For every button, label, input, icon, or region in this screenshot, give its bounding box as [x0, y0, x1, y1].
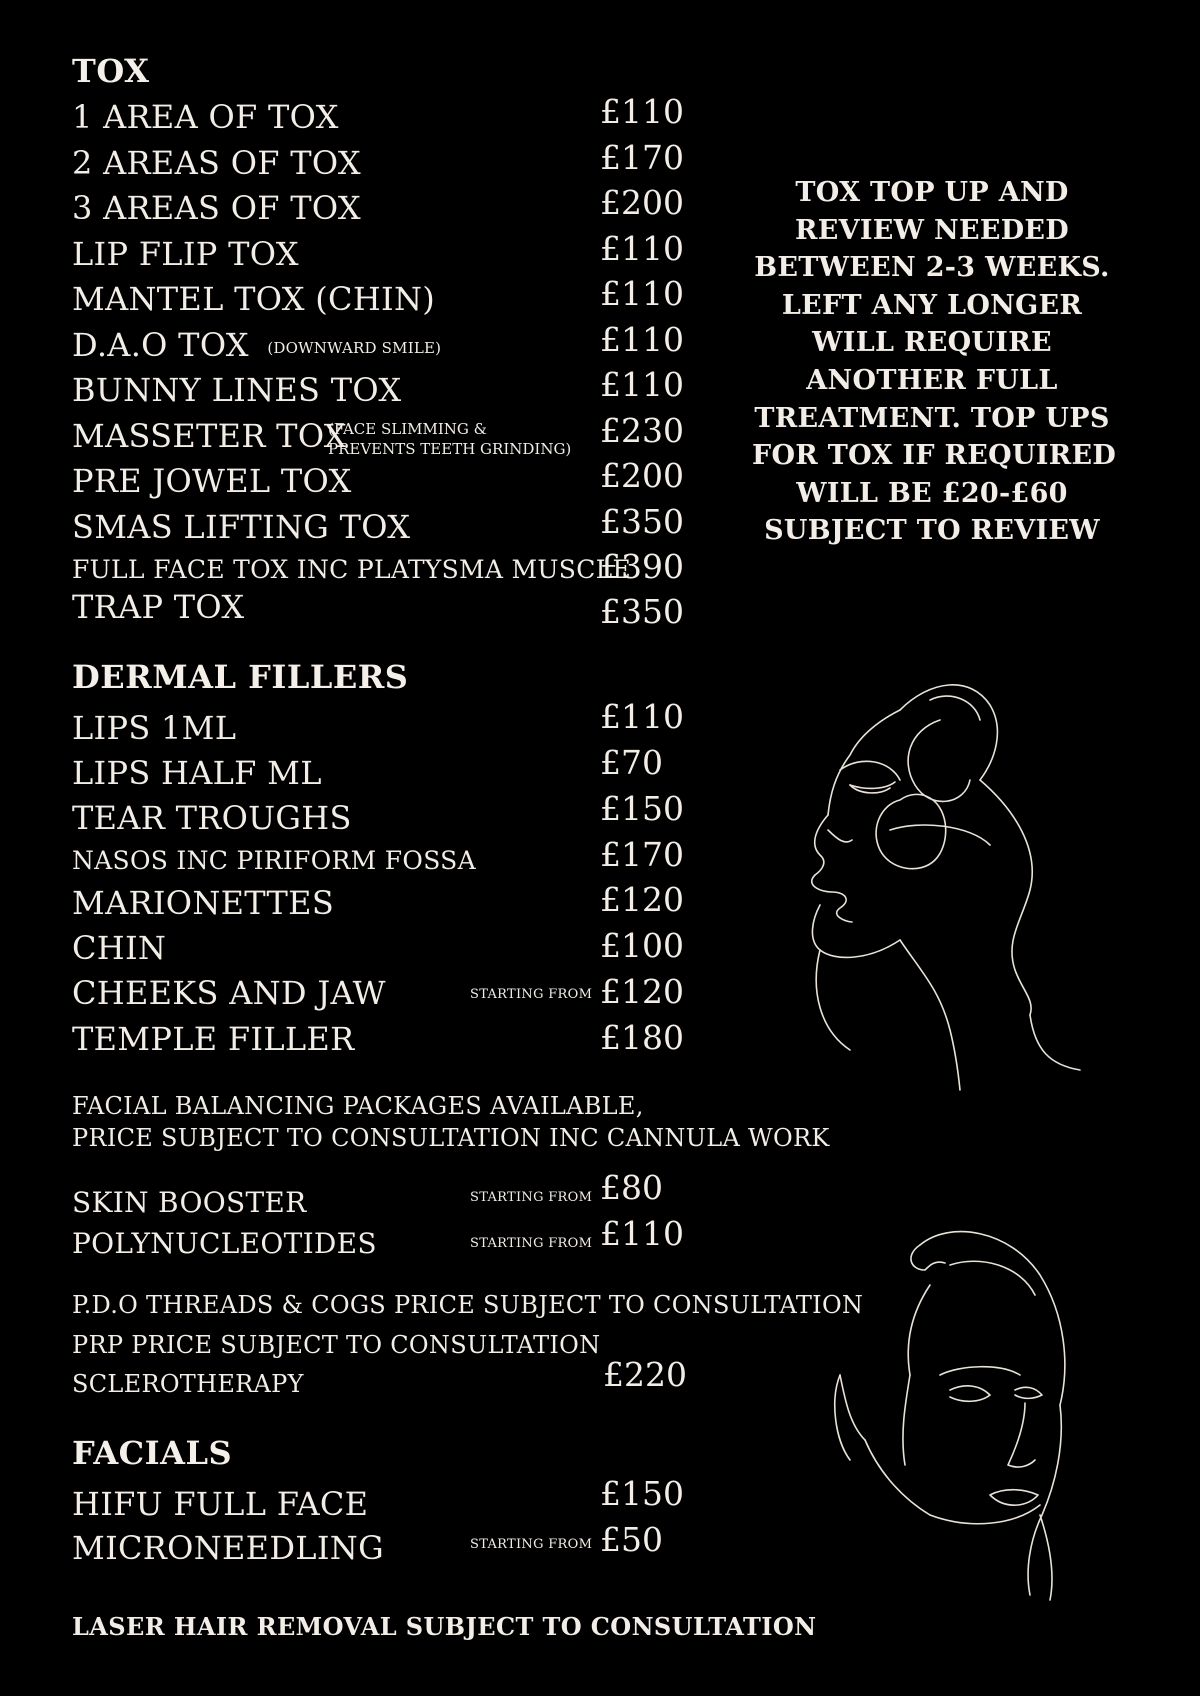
menu-item-name: TEAR TROUGHS	[72, 799, 352, 837]
fillers-heading: DERMAL FILLERS	[72, 658, 409, 696]
menu-item-price: £390	[600, 547, 684, 586]
tox-heading: TOX	[72, 52, 150, 90]
menu-item-name: POLYNUCLEOTIDES	[72, 1227, 377, 1260]
facial-balancing-note	[72, 1090, 830, 1154]
note-line: TOX TOP UP AND	[795, 177, 1069, 208]
menu-item-price: £200	[600, 183, 684, 222]
menu-item-price: £120	[600, 972, 684, 1011]
menu-item-note-line: PREVENTS TEETH GRINDING)	[328, 440, 572, 458]
note-line: TREATMENT. TOP UPS	[754, 402, 1110, 434]
menu-item-price: £50	[600, 1520, 663, 1559]
menu-item-name: LIPS HALF ML	[72, 754, 322, 792]
menu-item-name: SKIN BOOSTER	[72, 1186, 307, 1219]
menu-item-price: £350	[600, 592, 684, 631]
note-line: FACIAL BALANCING PACKAGES AVAILABLE,	[72, 1092, 644, 1120]
menu-item-price: £110	[600, 229, 684, 268]
menu-item-note-line: (FACE SLIMMING &	[328, 420, 488, 438]
menu-item-name: 1 AREA OF TOX	[72, 98, 339, 136]
menu-item-price: £70	[600, 743, 663, 782]
menu-item-price: £230	[600, 411, 684, 450]
note-line: ANOTHER FULL	[806, 364, 1058, 396]
menu-item-name: 2 AREAS OF TOX	[72, 144, 361, 182]
menu-item-name: TRAP TOX	[72, 588, 245, 626]
menu-item-price: £110	[600, 365, 684, 404]
menu-item-price: £220	[603, 1355, 687, 1394]
menu-item-name	[72, 326, 441, 364]
menu-item-price: £80	[600, 1168, 663, 1207]
menu-item-name: 3 AREAS OF TOX	[72, 189, 361, 227]
menu-item-price: £170	[600, 835, 684, 874]
menu-item-price: £110	[600, 92, 684, 131]
face-line-art-illustration	[810, 1225, 1100, 1605]
menu-item-price: £120	[600, 880, 684, 919]
menu-item-price: £110	[600, 697, 684, 736]
menu-item-price: £110	[600, 320, 684, 359]
note-line: LEFT ANY LONGER	[781, 289, 1083, 321]
menu-item-price: £350	[600, 502, 684, 541]
menu-item-name: MANTEL TOX (CHIN)	[72, 280, 436, 318]
menu-item-price: £170	[600, 138, 684, 177]
menu-item-name: CHIN	[72, 929, 167, 967]
menu-item-price: £150	[600, 789, 684, 828]
menu-item-name: CHEEKS AND JAW	[72, 974, 386, 1012]
note-line: WILL REQUIRE	[812, 327, 1052, 359]
menu-item-name: LIPS 1ML	[72, 709, 237, 747]
menu-item-note: (DOWNWARD SMILE)	[267, 338, 442, 357]
note-line: BETWEEN 2-3 WEEKS.	[754, 252, 1110, 284]
prp-note: PRP PRICE SUBJECT TO CONSULTATION	[72, 1331, 601, 1359]
note-line: FOR TOX IF REQUIRED	[752, 440, 1117, 472]
menu-item-price: £100	[600, 926, 684, 965]
menu-item-price: £110	[600, 1214, 684, 1253]
menu-item-label: D.A.O TOX	[72, 326, 249, 364]
menu-item-price: £150	[600, 1474, 684, 1513]
starting-from-label: STARTING FROM	[470, 987, 593, 1002]
menu-item-name: HIFU FULL FACE	[72, 1485, 369, 1523]
note-line: SUBJECT TO REVIEW	[764, 515, 1100, 547]
menu-item-name: LIP FLIP TOX	[72, 235, 299, 273]
threads-note: P.D.O THREADS & COGS PRICE SUBJECT TO CONSULTATION	[72, 1291, 864, 1319]
menu-item-name: MICRONEEDLING	[72, 1529, 384, 1567]
facials-heading: FACIALS	[72, 1434, 233, 1472]
menu-item-name: FULL FACE TOX INC PLATYSMA MUSCLE	[72, 555, 632, 584]
menu-item-name: TEMPLE FILLER	[72, 1020, 355, 1058]
menu-item-name: MASSETER TOX	[72, 417, 347, 455]
laser-hair-removal-note: LASER HAIR REMOVAL SUBJECT TO CONSULTATION	[72, 1612, 817, 1641]
starting-from-label: STARTING FROM	[470, 1537, 593, 1552]
starting-from-label: STARTING FROM	[470, 1236, 593, 1251]
menu-item-price: £180	[600, 1018, 684, 1057]
tox-top-up-note	[752, 174, 1117, 550]
note-line: WILL BE £20-£60	[796, 477, 1068, 509]
starting-from-label: STARTING FROM	[470, 1190, 593, 1205]
menu-item-name: PRE JOWEL TOX	[72, 462, 352, 500]
menu-item-price: £110	[600, 274, 684, 313]
menu-item-name: NASOS INC PIRIFORM FOSSA	[72, 846, 476, 875]
note-line: PRICE SUBJECT TO CONSULTATION INC CANNULA WORK	[72, 1124, 830, 1152]
menu-item-name: MARIONETTES	[72, 884, 335, 922]
menu-item-name: BUNNY LINES TOX	[72, 371, 402, 409]
note-line: REVIEW NEEDED	[794, 214, 1070, 246]
menu-item-name: SMAS LIFTING TOX	[72, 508, 411, 546]
face-line-art-illustration	[790, 670, 1090, 1110]
menu-item-note	[328, 419, 571, 459]
menu-item-price: £200	[600, 456, 684, 495]
menu-item-name: SCLEROTHERAPY	[72, 1370, 304, 1398]
